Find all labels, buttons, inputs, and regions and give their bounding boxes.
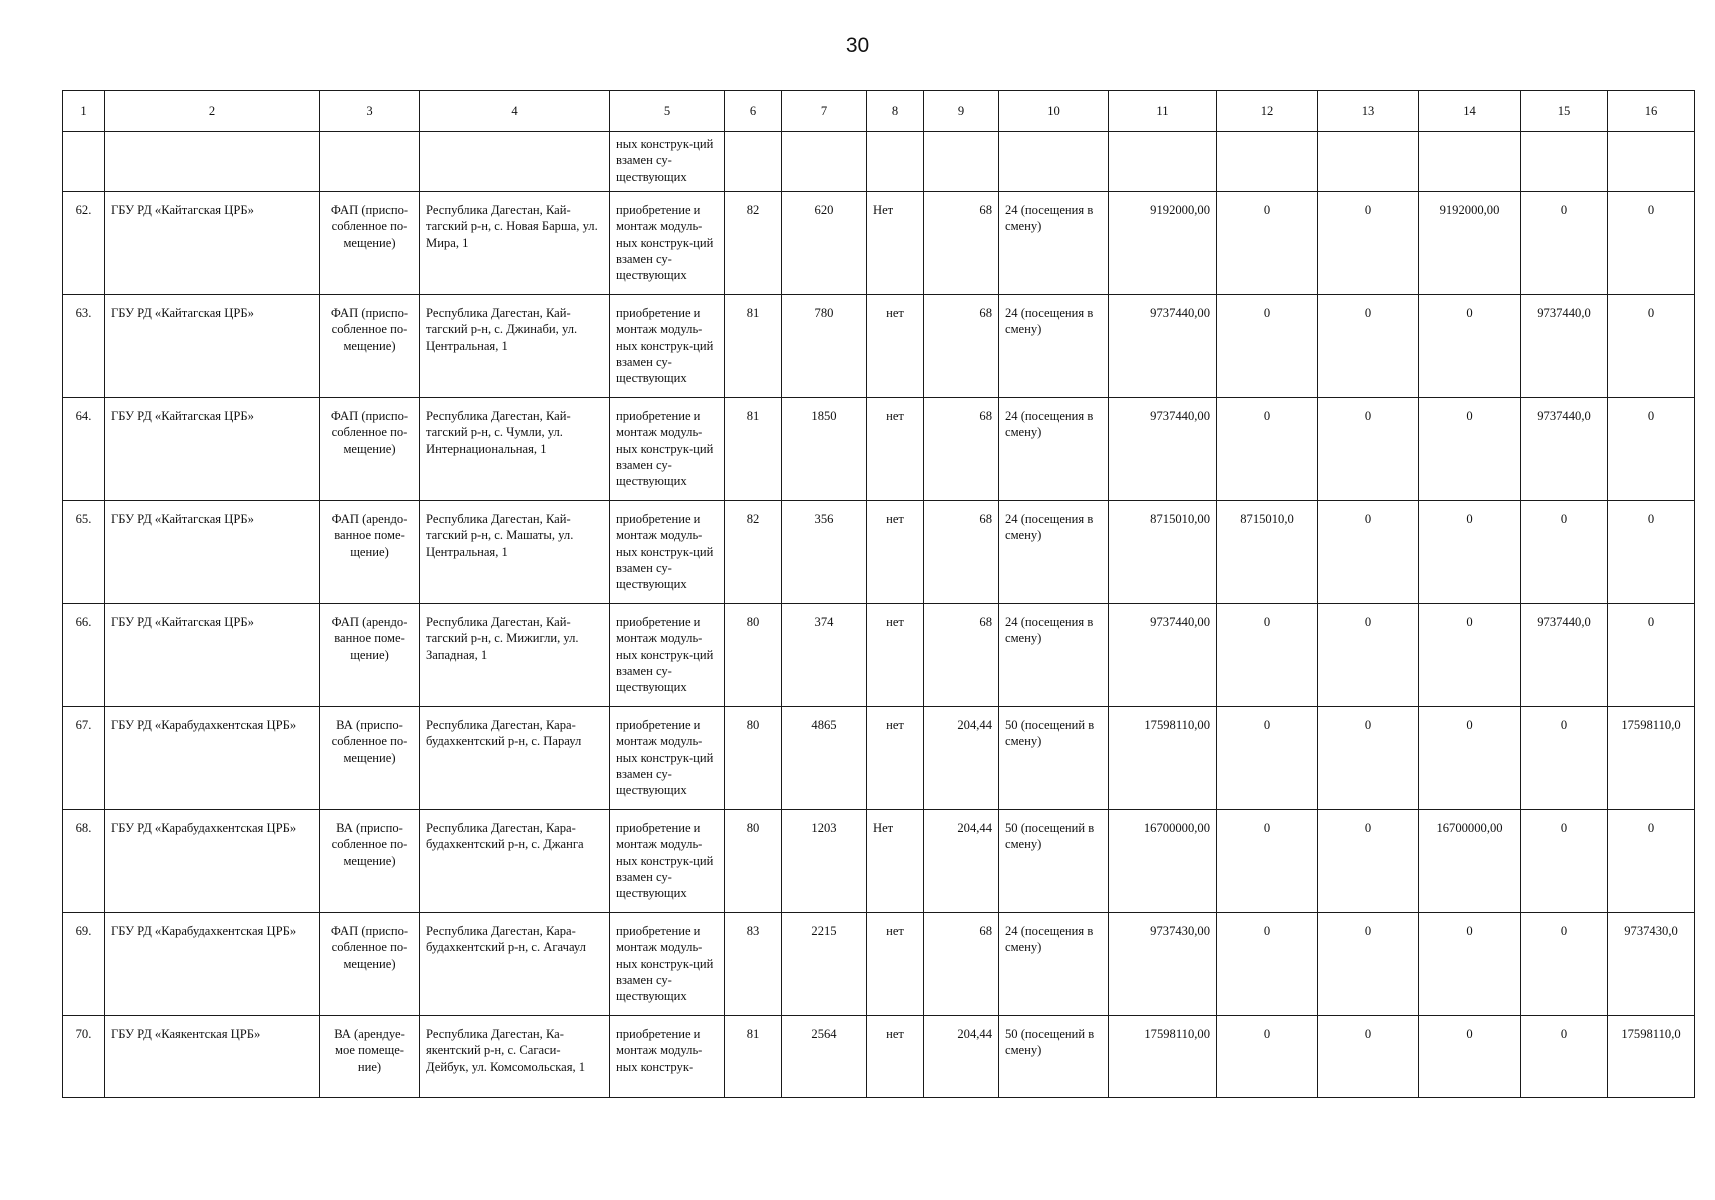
cell-16: 9737430,0 (1608, 913, 1695, 1016)
cell-8: нет (867, 707, 924, 810)
action: приобретение и монтаж модуль-ных конструк-ций взамен су-ществующих (610, 501, 725, 604)
continuation-row (63, 132, 1695, 192)
col-header-1: 1 (63, 91, 105, 132)
cell-7: 2215 (782, 913, 867, 1016)
cell-15: 0 (1521, 810, 1608, 913)
row-number: 62. (63, 192, 105, 295)
action: приобретение и монтаж модуль-ных конструк-ций взамен су-ществующих (610, 398, 725, 501)
cell-11: 9192000,00 (1109, 192, 1217, 295)
cell-6: 81 (725, 398, 782, 501)
col-header-8: 8 (867, 91, 924, 132)
table-row (63, 295, 1695, 398)
cell-7: 620 (782, 192, 867, 295)
cell-7: 2564 (782, 1016, 867, 1098)
action: приобретение и монтаж модуль-ных конструк-ций взамен су-ществующих (610, 913, 725, 1016)
cell-14: 0 (1419, 707, 1521, 810)
organization: ГБУ РД «Кайтагская ЦРБ» (105, 501, 320, 604)
row-number: 69. (63, 913, 105, 1016)
cell-11: 9737430,00 (1109, 913, 1217, 1016)
cell-14: 0 (1419, 295, 1521, 398)
action: приобретение и монтаж модуль-ных конструк-ций взамен су-ществующих (610, 295, 725, 398)
page-number: 30 (845, 34, 870, 57)
address: Республика Дагестан, Кай-тагский р-н, с. Новая Барша, ул. Мира, 1 (420, 192, 610, 295)
cell-9: 68 (924, 604, 999, 707)
cell-13: 0 (1318, 707, 1419, 810)
address: Республика Дагестан, Кара-будахкентский р-н, с. Параул (420, 707, 610, 810)
cell-10: 50 (посещений в смену) (999, 810, 1109, 913)
organization: ГБУ РД «Кайтагская ЦРБ» (105, 604, 320, 707)
cell-13: 0 (1318, 192, 1419, 295)
cell-10: 50 (посещений в смену) (999, 707, 1109, 810)
organization: ГБУ РД «Кайтагская ЦРБ» (105, 295, 320, 398)
cell-14: 0 (1419, 604, 1521, 707)
cell-9: 68 (924, 501, 999, 604)
col-header-3: 3 (320, 91, 420, 132)
action: приобретение и монтаж модуль-ных конструк- (610, 1016, 725, 1098)
cell-6: 81 (725, 1016, 782, 1098)
cell-6: 82 (725, 501, 782, 604)
cell-16: 0 (1608, 398, 1695, 501)
col-header-7: 7 (782, 91, 867, 132)
cell-7: 374 (782, 604, 867, 707)
cell-12: 8715010,0 (1217, 501, 1318, 604)
cell-15: 0 (1521, 707, 1608, 810)
address: Республика Дагестан, Кай-тагский р-н, с. Чумли, ул. Интернациональная, 1 (420, 398, 610, 501)
cell-8: нет (867, 604, 924, 707)
cell-12: 0 (1217, 913, 1318, 1016)
table-row (63, 1016, 1695, 1098)
cell-11: 9737440,00 (1109, 604, 1217, 707)
facility-type: ФАП (приспо-собленное по-мещение) (320, 192, 420, 295)
table-row (63, 501, 1695, 604)
cell-15: 0 (1521, 913, 1608, 1016)
cell-9: 68 (924, 913, 999, 1016)
action: приобретение и монтаж модуль-ных конструк-ций взамен су-ществующих (610, 604, 725, 707)
cell-9: 204,44 (924, 1016, 999, 1098)
table-row (63, 604, 1695, 707)
cell-8: нет (867, 913, 924, 1016)
action: приобретение и монтаж модуль-ных конструк-ций взамен су-ществующих (610, 707, 725, 810)
col-header-11: 11 (1109, 91, 1217, 132)
cell-8: Нет (867, 810, 924, 913)
cell-12: 0 (1217, 604, 1318, 707)
cell-11: 17598110,00 (1109, 707, 1217, 810)
facility-type: ФАП (приспо-собленное по-мещение) (320, 295, 420, 398)
address: Республика Дагестан, Кай-тагский р-н, с. Джинаби, ул. Центральная, 1 (420, 295, 610, 398)
row-number: 67. (63, 707, 105, 810)
cell-9: 204,44 (924, 810, 999, 913)
cell-14: 0 (1419, 1016, 1521, 1098)
facility-type: ФАП (приспо-собленное по-мещение) (320, 398, 420, 501)
cell-16: 17598110,0 (1608, 1016, 1695, 1098)
cell-10: 50 (посещений в смену) (999, 1016, 1109, 1098)
cell-16: 17598110,0 (1608, 707, 1695, 810)
cell-16: 0 (1608, 810, 1695, 913)
col-header-5: 5 (610, 91, 725, 132)
header-row (63, 91, 1695, 132)
cell-14: 16700000,00 (1419, 810, 1521, 913)
table-row (63, 810, 1695, 913)
cell-16: 0 (1608, 295, 1695, 398)
address: Республика Дагестан, Кай-тагский р-н, с. Машаты, ул. Центральная, 1 (420, 501, 610, 604)
address: Республика Дагестан, Ка-якентский р-н, с. Сагаси-Дейбук, ул. Комсомольская, 1 (420, 1016, 610, 1098)
cell-12: 0 (1217, 707, 1318, 810)
cell-9: 204,44 (924, 707, 999, 810)
cell-15: 9737440,0 (1521, 295, 1608, 398)
cell-13: 0 (1318, 913, 1419, 1016)
cell-7: 356 (782, 501, 867, 604)
col-header-16: 16 (1608, 91, 1695, 132)
table-row (63, 707, 1695, 810)
cell-6: 82 (725, 192, 782, 295)
cell-11: 8715010,00 (1109, 501, 1217, 604)
cell-15: 9737440,0 (1521, 398, 1608, 501)
cell-6: 80 (725, 810, 782, 913)
cell-16: 0 (1608, 501, 1695, 604)
cell-13: 0 (1318, 398, 1419, 501)
organization: ГБУ РД «Карабудахкентская ЦРБ» (105, 707, 320, 810)
table-row (63, 913, 1695, 1016)
cell-11: 9737440,00 (1109, 295, 1217, 398)
cell-15: 0 (1521, 192, 1608, 295)
cell-6: 80 (725, 604, 782, 707)
organization: ГБУ РД «Карабудахкентская ЦРБ» (105, 913, 320, 1016)
cell-12: 0 (1217, 810, 1318, 913)
cell-9: 68 (924, 295, 999, 398)
cell-6: 81 (725, 295, 782, 398)
facility-type: ВА (арендуе-мое помеще-ние) (320, 1016, 420, 1098)
cell-8: нет (867, 501, 924, 604)
row-number: 68. (63, 810, 105, 913)
cell-8: нет (867, 1016, 924, 1098)
facility-type: ВА (приспо-собленное по-мещение) (320, 707, 420, 810)
cell-10: 24 (посещения в смену) (999, 604, 1109, 707)
cell-7: 1203 (782, 810, 867, 913)
facility-type: ФАП (приспо-собленное по-мещение) (320, 913, 420, 1016)
col-header-2: 2 (105, 91, 320, 132)
action: приобретение и монтаж модуль-ных конструк-ций взамен су-ществующих (610, 192, 725, 295)
cell-10: 24 (посещения в смену) (999, 192, 1109, 295)
cell-15: 9737440,0 (1521, 604, 1608, 707)
col-header-9: 9 (924, 91, 999, 132)
row-number: 70. (63, 1016, 105, 1098)
facility-type: ФАП (арендо-ванное поме-щение) (320, 501, 420, 604)
cell-10: 24 (посещения в смену) (999, 913, 1109, 1016)
organization: ГБУ РД «Кайтагская ЦРБ» (105, 398, 320, 501)
cell-15: 0 (1521, 501, 1608, 604)
cell-7: 4865 (782, 707, 867, 810)
action: приобретение и монтаж модуль-ных конструк-ций взамен су-ществующих (610, 810, 725, 913)
row-number: 64. (63, 398, 105, 501)
cell-16: 0 (1608, 192, 1695, 295)
cell-14: 0 (1419, 501, 1521, 604)
cell-13: 0 (1318, 501, 1419, 604)
organization: ГБУ РД «Каякентская ЦРБ» (105, 1016, 320, 1098)
col-header-15: 15 (1521, 91, 1608, 132)
organization: ГБУ РД «Карабудахкентская ЦРБ» (105, 810, 320, 913)
cell-12: 0 (1217, 398, 1318, 501)
facility-type: ФАП (арендо-ванное поме-щение) (320, 604, 420, 707)
cell-12: 0 (1217, 192, 1318, 295)
cell-15: 0 (1521, 1016, 1608, 1098)
cell-11: 16700000,00 (1109, 810, 1217, 913)
cell-12: 0 (1217, 295, 1318, 398)
cell-6: 80 (725, 707, 782, 810)
col-header-13: 13 (1318, 91, 1419, 132)
cell-13: 0 (1318, 295, 1419, 398)
cell-8: нет (867, 295, 924, 398)
table-row (63, 398, 1695, 501)
cell-11: 9737440,00 (1109, 398, 1217, 501)
cell-8: нет (867, 398, 924, 501)
cell-13: 0 (1318, 604, 1419, 707)
col-header-12: 12 (1217, 91, 1318, 132)
address: Республика Дагестан, Кай-тагский р-н, с. Мижигли, ул. Западная, 1 (420, 604, 610, 707)
cell-14: 0 (1419, 398, 1521, 501)
col-header-6: 6 (725, 91, 782, 132)
facility-type: ВА (приспо-собленное по-мещение) (320, 810, 420, 913)
facilities-table (62, 90, 1695, 1098)
cell-16: 0 (1608, 604, 1695, 707)
col-header-10: 10 (999, 91, 1109, 132)
row-number: 63. (63, 295, 105, 398)
cell-11: 17598110,00 (1109, 1016, 1217, 1098)
row-number: 66. (63, 604, 105, 707)
col-header-4: 4 (420, 91, 610, 132)
cell-6: 83 (725, 913, 782, 1016)
cell-13: 0 (1318, 810, 1419, 913)
cell-9: 68 (924, 192, 999, 295)
address: Республика Дагестан, Кара-будахкентский р-н, с. Джанга (420, 810, 610, 913)
cell-10: 24 (посещения в смену) (999, 501, 1109, 604)
cell-7: 1850 (782, 398, 867, 501)
continuation-action: ных конструк-ций взамен су-ществующих (610, 132, 725, 192)
cell-12: 0 (1217, 1016, 1318, 1098)
cell-14: 0 (1419, 913, 1521, 1016)
col-header-14: 14 (1419, 91, 1521, 132)
cell-14: 9192000,00 (1419, 192, 1521, 295)
address: Республика Дагестан, Кара-будахкентский р-н, с. Агачаул (420, 913, 610, 1016)
cell-7: 780 (782, 295, 867, 398)
table-row (63, 192, 1695, 295)
cell-9: 68 (924, 398, 999, 501)
cell-8: Нет (867, 192, 924, 295)
row-number: 65. (63, 501, 105, 604)
cell-13: 0 (1318, 1016, 1419, 1098)
organization: ГБУ РД «Кайтагская ЦРБ» (105, 192, 320, 295)
cell-10: 24 (посещения в смену) (999, 398, 1109, 501)
cell-10: 24 (посещения в смену) (999, 295, 1109, 398)
